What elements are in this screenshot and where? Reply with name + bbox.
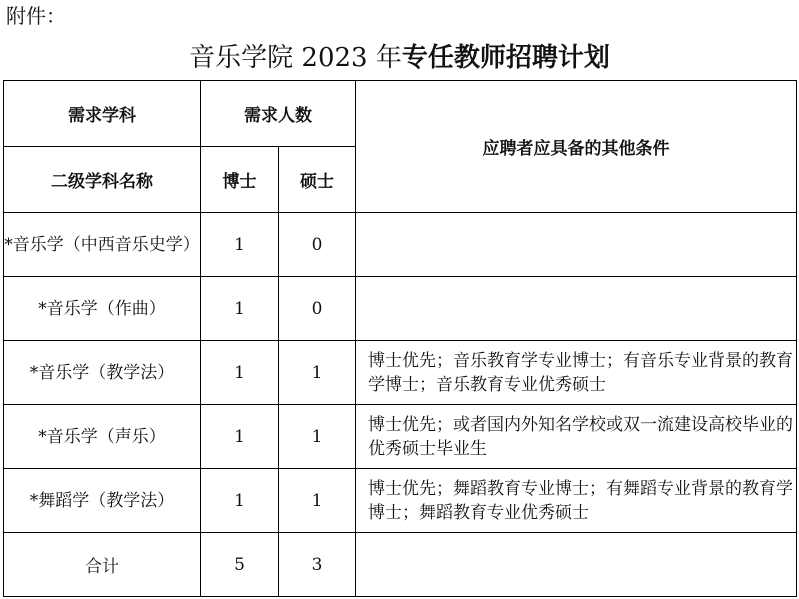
total-master-count: 3: [279, 533, 356, 597]
row-subject: *音乐学（作曲）: [4, 277, 201, 341]
table-row: [4, 213, 797, 277]
table-row: [4, 341, 797, 405]
table-total-row: [4, 533, 797, 597]
row-subject: *音乐学（中西音乐史学）: [4, 213, 201, 277]
row-phd-count: 1: [201, 469, 279, 533]
row-condition: [356, 277, 797, 341]
table-row: [4, 469, 797, 533]
row-condition: 博士优先；或者国内外知名学校或双一流建设高校毕业的优秀硕士毕业生: [356, 405, 797, 469]
row-condition: 博士优先；舞蹈教育专业博士；有舞蹈专业背景的教育学博士；舞蹈教育专业优秀硕士: [356, 469, 797, 533]
title-prefix: 音乐学院 2023 年: [189, 43, 402, 73]
row-condition: [356, 213, 797, 277]
total-label: 合计: [4, 533, 201, 597]
row-phd-count: 1: [201, 405, 279, 469]
row-master-count: 1: [279, 341, 356, 405]
header-other-conditions: 应聘者应具备的其他条件: [356, 81, 797, 213]
table-row: [4, 277, 797, 341]
row-master-count: 0: [279, 277, 356, 341]
attachment-label: 附件：: [6, 4, 66, 28]
row-subject: *音乐学（声乐）: [4, 405, 201, 469]
total-phd-count: 5: [201, 533, 279, 597]
row-condition: 博士优先；音乐教育学专业博士；有音乐专业背景的教育学博士；音乐教育专业优秀硕士: [356, 341, 797, 405]
row-phd-count: 1: [201, 341, 279, 405]
title-main: 专任教师招聘计划: [401, 43, 610, 73]
row-master-count: 0: [279, 213, 356, 277]
header-phd: 博士: [201, 147, 279, 213]
total-condition: [356, 533, 797, 597]
row-subject: *舞蹈学（教学法）: [4, 469, 201, 533]
row-phd-count: 1: [201, 277, 279, 341]
header-demand-subject: 需求学科: [4, 81, 201, 147]
header-second-level-subject: 二级学科名称: [4, 147, 201, 213]
header-demand-count: 需求人数: [201, 81, 356, 147]
row-master-count: 1: [279, 469, 356, 533]
row-phd-count: 1: [201, 213, 279, 277]
row-subject: *音乐学（教学法）: [4, 341, 201, 405]
row-master-count: 1: [279, 405, 356, 469]
table-row: [4, 405, 797, 469]
recruitment-plan-table: [3, 80, 797, 597]
table-header-row: [4, 81, 797, 147]
header-master: 硕士: [279, 147, 356, 213]
page-title: [0, 38, 799, 78]
